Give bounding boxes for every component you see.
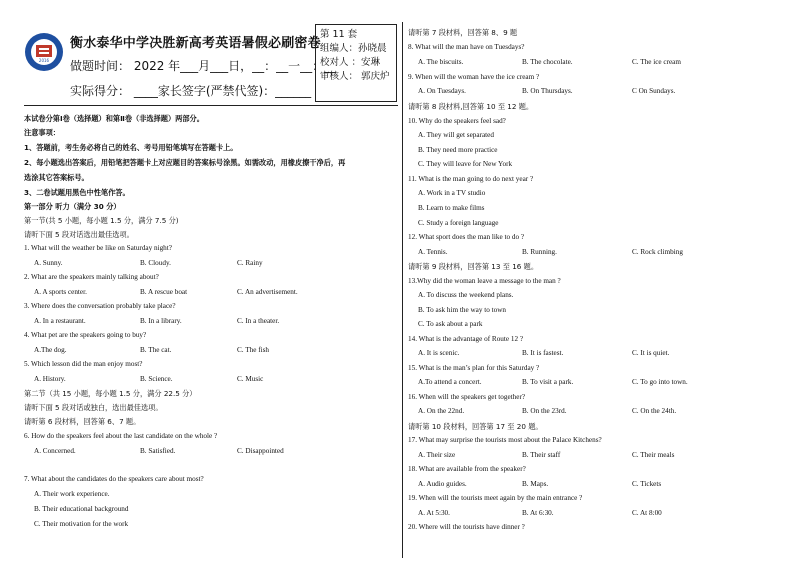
option-7a[interactable]: A. Their work experience.	[34, 490, 110, 498]
column-divider	[402, 22, 403, 558]
option-6a[interactable]: A. Concerned.	[34, 447, 76, 455]
option-16a[interactable]: A. On the 22nd.	[418, 407, 465, 415]
question-6: 6. How do the speakers feel about the last candidate on the whole ?	[24, 432, 218, 440]
option-16c[interactable]: C. On the 24th.	[632, 407, 677, 415]
option-12c[interactable]: C. Rock climbing	[632, 248, 683, 256]
question-7: 7. What about the candidates do the speakers care about most?	[24, 475, 204, 483]
option-6c[interactable]: C. Disappointed	[237, 447, 284, 455]
notice-title: 注意事项：	[24, 128, 60, 137]
option-5c[interactable]: C. Music	[237, 375, 264, 383]
option-10c[interactable]: C. They will leave for New York	[418, 160, 513, 168]
question-17: 17. What may surprise the tourists most about the Palace Kitchens?	[408, 436, 602, 444]
option-1b[interactable]: B. Cloudy.	[140, 259, 171, 267]
option-7b[interactable]: B. Their educational background	[34, 505, 129, 513]
score-line: 实际得分： ____家长签字(严禁代签)：______	[70, 84, 312, 98]
material-9-note: 请听第 9 段材料，回答第 13 至 16 题。	[408, 262, 539, 271]
option-17a[interactable]: A. Their size	[418, 451, 456, 459]
question-18: 18. What are available from the speaker?	[408, 465, 526, 473]
option-8b[interactable]: B. The chocolate.	[522, 58, 573, 66]
option-1a[interactable]: A. Sunny.	[34, 259, 63, 267]
option-9a[interactable]: A. On Tuesdays.	[418, 87, 466, 95]
question-11: 11. What is the man going to do next year ?	[408, 175, 534, 183]
rule-1: 1、答题前，考生务必将自己的姓名、考号用铅笔填写在答题卡上。	[24, 143, 238, 152]
editor: 组编人：孙晓晨	[320, 43, 387, 54]
option-10b[interactable]: B. They need more practice	[418, 146, 498, 154]
option-12a[interactable]: A. Tennis.	[418, 248, 448, 256]
question-8: 8. What will the man have on Tuesdays?	[408, 43, 525, 51]
option-7c[interactable]: C. Their motivation for the work	[34, 520, 129, 528]
school-logo-icon	[24, 32, 64, 72]
option-18a[interactable]: A. Audio guides.	[418, 480, 467, 488]
question-20: 20. Where will the tourists have dinner ?	[408, 523, 525, 531]
option-14b[interactable]: B. It is fastest.	[522, 349, 564, 357]
section-2-note: 请听下面 5 段对话或独白，选出最佳选项。	[24, 403, 163, 412]
option-9b[interactable]: B. On Thursdays.	[522, 87, 573, 95]
question-9: 9. When will the woman have the ice cream ?	[408, 73, 540, 81]
option-2c[interactable]: C. An advertisement.	[237, 288, 298, 296]
option-5a[interactable]: A. History.	[34, 375, 66, 383]
option-3c[interactable]: C. In a theater.	[237, 317, 280, 325]
question-14: 14. What is the advantage of Route 12 ?	[408, 335, 524, 343]
option-8a[interactable]: A. The biscuits.	[418, 58, 464, 66]
option-11a[interactable]: A. Work in a TV studio	[418, 189, 486, 197]
option-19b[interactable]: B. At 6:30.	[522, 509, 554, 517]
option-13a[interactable]: A. To discuss the weekend plans.	[418, 291, 514, 299]
exam-title: 衡水泰华中学决胜新高考英语暑假必刷密卷	[70, 36, 321, 51]
option-10a[interactable]: A. They will get separated	[418, 131, 494, 139]
right-column	[408, 24, 780, 554]
option-17c[interactable]: C. Their meals	[632, 451, 675, 459]
option-12b[interactable]: B. Running.	[522, 248, 557, 256]
question-12: 12. What sport does the man like to do ?	[408, 233, 525, 241]
option-16b[interactable]: B. On the 23rd.	[522, 407, 567, 415]
proofreader: 校对人 ：安琳	[320, 57, 381, 68]
question-13: 13.Why did the woman leave a message to the man ?	[408, 277, 561, 285]
material-8-note: 请听第 8 段材料,回答第 10 至 12 题。	[408, 102, 534, 111]
option-4b[interactable]: B. The cat.	[140, 346, 172, 354]
option-6b[interactable]: B. Satisfied.	[140, 447, 176, 455]
option-15a[interactable]: A.To attend a concert.	[418, 378, 482, 386]
option-13b[interactable]: B. To ask him the way to town	[418, 306, 507, 314]
question-15: 15. What is the man’s plan for this Saturday ?	[408, 364, 540, 372]
option-3a[interactable]: A. In a restaurant.	[34, 317, 86, 325]
option-5b[interactable]: B. Science.	[140, 375, 173, 383]
option-2b[interactable]: B. A rescue boat	[140, 288, 188, 296]
rule-2a: 2、每小题选出答案后，用铅笔把答题卡上对应题目的答案标号涂黑。如需改动，用橡皮擦干净后，再	[24, 158, 346, 167]
option-9c[interactable]: C On Sundays.	[632, 87, 676, 95]
section-2-title: 第二节（共 15 小题，每小题 1.5 分，满分 22.5 分）	[24, 389, 197, 398]
option-13c[interactable]: C. To ask about a park	[418, 320, 483, 328]
option-4c[interactable]: C. The fish	[237, 346, 270, 354]
option-14a[interactable]: A. It is scenic.	[418, 349, 460, 357]
question-2: 2. What are the speakers mainly talking about?	[24, 273, 159, 281]
option-15b[interactable]: B. To visit a park.	[522, 378, 574, 386]
option-1c[interactable]: C. Rainy	[237, 259, 263, 267]
option-19c[interactable]: C. At 8:00	[632, 509, 662, 517]
question-4: 4. What pet are the speakers going to buy?	[24, 331, 147, 339]
reviewer: 审核人： 郭庆炉	[320, 71, 390, 82]
date-line: 做题时间： 2022 年___月___日，__：__一__：__	[70, 59, 337, 73]
paper-note: 本试卷分第Ⅰ卷（选择题）和第Ⅱ卷（非选择题）两部分。	[24, 114, 204, 123]
option-3b[interactable]: B. In a library.	[140, 317, 182, 325]
option-18b[interactable]: B. Maps.	[522, 480, 549, 488]
rule-2b: 选涂其它答案标号。	[24, 173, 89, 182]
option-11c[interactable]: C. Study a foreign language	[418, 219, 499, 227]
option-18c[interactable]: C. Tickets	[632, 480, 662, 488]
option-4a[interactable]: A.The dog.	[34, 346, 67, 354]
question-3: 3. Where does the conversation probably take place?	[24, 302, 176, 310]
part-1-title: 第一部分 听力（满分 30 分）	[24, 202, 121, 211]
left-body	[24, 110, 398, 554]
info-box	[315, 24, 397, 102]
rule-3: 3、二卷试题用黑色中性笔作答。	[24, 188, 130, 197]
material-7-note: 请听第 7 段材料，回答第 8、9 题	[408, 28, 518, 37]
material-6-note: 请听第 6 段材料，回答第 6、7 题。	[24, 417, 141, 426]
question-19: 19. When will the tourists meet again by the main entrance ?	[408, 494, 583, 502]
option-17b[interactable]: B. Their staff	[522, 451, 561, 459]
section-1-note: 请听下面 5 段对话选出最佳选项。	[24, 230, 134, 239]
svg-text:2016: 2016	[38, 58, 50, 63]
option-15c[interactable]: C. To go into town.	[632, 378, 688, 386]
option-19a[interactable]: A. At 5:30.	[418, 509, 450, 517]
section-1-title: 第一节(共 5 小题，每小题 1.5 分，满分 7.5 分)	[24, 216, 179, 225]
option-2a[interactable]: A. A sports center.	[34, 288, 87, 296]
question-16: 16. When will the speakers get together?	[408, 393, 526, 401]
question-10: 10. Why do the speakers feel sad?	[408, 117, 506, 125]
set-number: 第 11 套	[320, 29, 358, 40]
header-divider	[24, 105, 398, 106]
option-8c[interactable]: C. The ice cream	[632, 58, 681, 66]
material-10-note: 请听第 10 段材料，回答第 17 至 20 题。	[408, 422, 543, 431]
option-14c[interactable]: C. It is quiet.	[632, 349, 670, 357]
question-5: 5. Which lesson did the man enjoy most?	[24, 360, 143, 368]
question-1: 1. What will the weather be like on Saturday night?	[24, 244, 172, 252]
option-11b[interactable]: B. Learn to make films	[418, 204, 485, 212]
